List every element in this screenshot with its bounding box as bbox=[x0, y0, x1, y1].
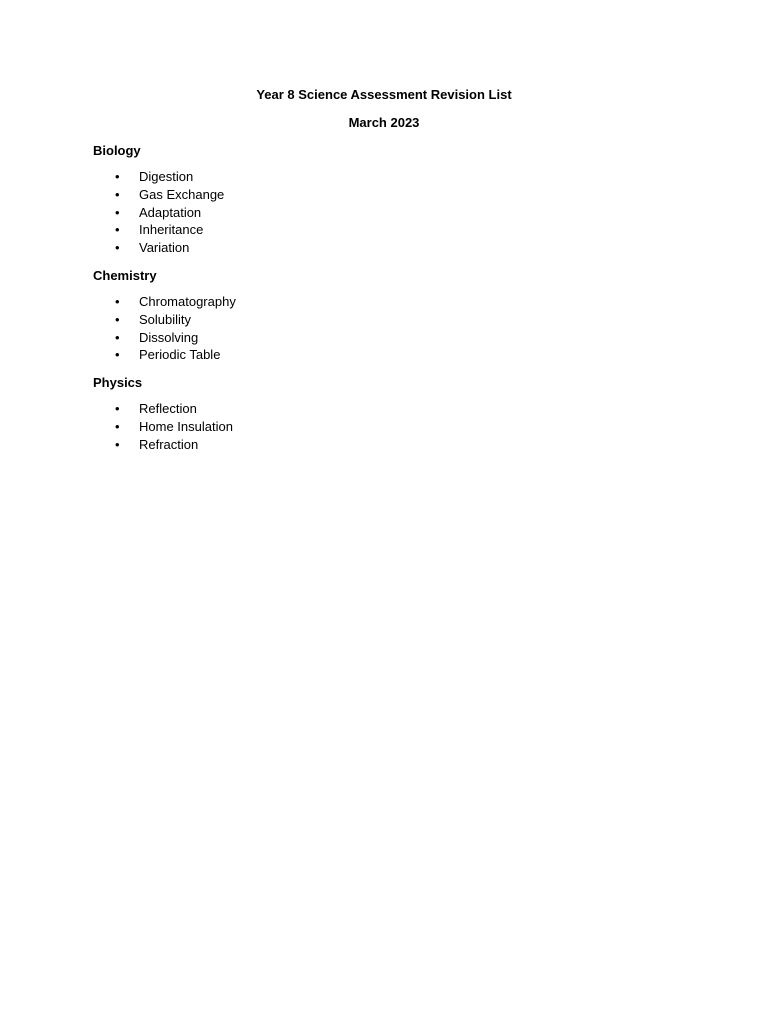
bullet-icon: • bbox=[115, 293, 120, 309]
list-item-label: Gas Exchange bbox=[139, 186, 225, 202]
bullet-icon: • bbox=[115, 204, 120, 220]
topic-list bbox=[93, 400, 675, 453]
list-item bbox=[93, 418, 675, 436]
list-item bbox=[93, 436, 675, 454]
list-item-label: Refraction bbox=[139, 436, 199, 452]
list-item-label: Solubility bbox=[139, 311, 192, 327]
list-item bbox=[93, 168, 675, 186]
document-page bbox=[93, 86, 675, 454]
section-biology bbox=[93, 142, 675, 257]
list-item bbox=[93, 186, 675, 204]
bullet-icon: • bbox=[115, 186, 120, 202]
bullet-icon: • bbox=[115, 169, 120, 184]
list-item-label: Periodic Table bbox=[139, 347, 221, 363]
list-item bbox=[93, 311, 675, 329]
section-chemistry bbox=[93, 267, 675, 364]
section-heading: Chemistry bbox=[93, 267, 157, 283]
list-item bbox=[93, 329, 675, 347]
list-item bbox=[93, 204, 675, 222]
list-item-label: Dissolving bbox=[139, 329, 199, 345]
document-title: Year 8 Science Assessment Revision List bbox=[256, 87, 512, 102]
document-date: March 2023 bbox=[348, 115, 420, 130]
list-item-label: Inheritance bbox=[139, 222, 204, 238]
list-item-label: Reflection bbox=[139, 401, 197, 417]
list-item-label: Variation bbox=[139, 240, 190, 256]
bullet-icon: • bbox=[115, 401, 120, 417]
section-physics bbox=[93, 374, 675, 453]
list-item bbox=[93, 400, 675, 418]
section-heading: Physics bbox=[93, 375, 143, 391]
list-item-label: Chromatography bbox=[139, 293, 236, 309]
list-item bbox=[93, 239, 675, 257]
list-item bbox=[93, 293, 675, 311]
bullet-icon: • bbox=[115, 329, 120, 345]
list-item-label: Adaptation bbox=[139, 204, 202, 220]
topic-list bbox=[93, 293, 675, 364]
bullet-icon: • bbox=[115, 240, 120, 256]
bullet-icon: • bbox=[115, 311, 120, 327]
list-item bbox=[93, 346, 675, 364]
list-item-label: Digestion bbox=[139, 169, 194, 184]
bullet-icon: • bbox=[115, 436, 120, 452]
section-heading: Biology bbox=[93, 143, 141, 158]
topic-list bbox=[93, 168, 675, 257]
bullet-icon: • bbox=[115, 222, 120, 238]
list-item bbox=[93, 221, 675, 239]
list-item-label: Home Insulation bbox=[139, 418, 233, 434]
bullet-icon: • bbox=[115, 418, 120, 434]
bullet-icon: • bbox=[115, 347, 120, 363]
